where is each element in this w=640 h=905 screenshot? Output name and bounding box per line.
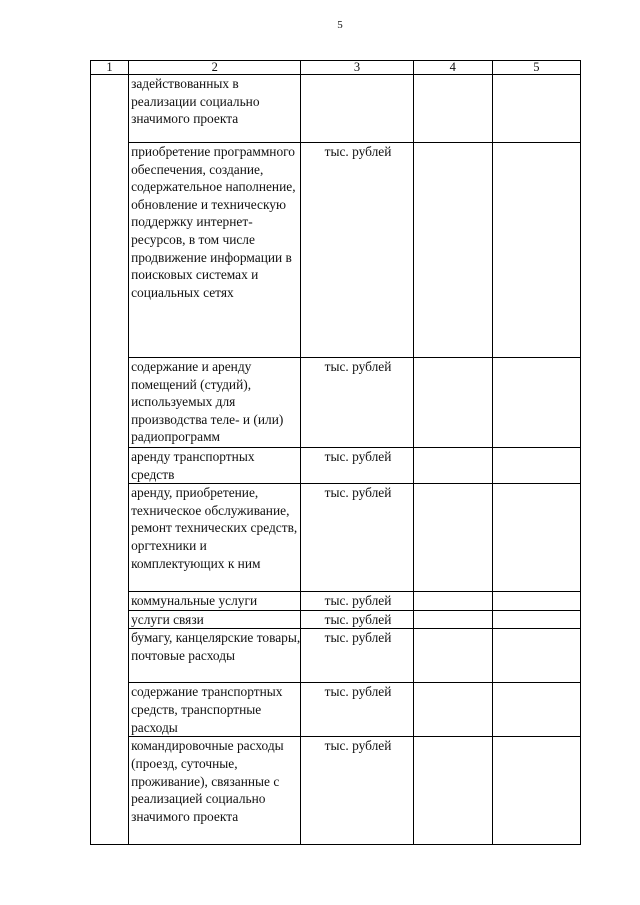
value-cell-4 [413,484,492,592]
unit-cell [301,75,413,143]
table-row [91,75,581,143]
expense-name-cell: коммунальные услуги [129,592,301,611]
page-number: 5 [337,19,343,31]
value-cell-5 [492,610,580,629]
value-cell-4 [413,358,492,448]
table-row [91,629,581,683]
expense-name-cell: приобретение программного обеспечения, создание, содержательное наполнение, обновление и техническую поддержку интернет-ресурсов, в том числе продвижение информации в поисковых системах и социальных сетях [129,143,301,358]
value-cell-4 [413,592,492,611]
unit-cell: тыс. рублей [301,737,413,845]
expense-name-cell: содержание и аренду помещений (студий), используемых для производства теле- и (или) радиопрограмм [129,358,301,448]
value-cell-5 [492,592,580,611]
value-cell-4 [413,610,492,629]
table-header-row [91,61,581,75]
expense-table [90,60,581,845]
unit-cell: тыс. рублей [301,610,413,629]
value-cell-4 [413,683,492,737]
unit-cell: тыс. рублей [301,592,413,611]
header-col-3: 3 [301,61,413,75]
table-row [91,737,581,845]
expense-name-cell: содержание транспортных средств, транспортные расходы [129,683,301,737]
table-row [91,143,581,358]
header-col-4: 4 [413,61,492,75]
value-cell-5 [492,75,580,143]
table-row [91,448,581,484]
header-col-5: 5 [492,61,580,75]
unit-cell: тыс. рублей [301,683,413,737]
expense-name-cell: задействованных в реализации социально значимого проекта [129,75,301,143]
table-row [91,484,581,592]
value-cell-5 [492,737,580,845]
value-cell-5 [492,143,580,358]
header-col-1: 1 [91,61,129,75]
value-cell-4 [413,75,492,143]
unit-cell: тыс. рублей [301,448,413,484]
unit-cell: тыс. рублей [301,484,413,592]
table-row [91,610,581,629]
expense-name-cell: бумагу, канцелярские товары, почтовые расходы [129,629,301,683]
value-cell-5 [492,484,580,592]
table-row [91,592,581,611]
header-col-2: 2 [129,61,301,75]
expense-name-cell: услуги связи [129,610,301,629]
unit-cell: тыс. рублей [301,629,413,683]
table-row [91,683,581,737]
row-number-cell [91,75,129,845]
value-cell-4 [413,143,492,358]
expense-name-cell: командировочные расходы (проезд, суточные, проживание), связанные с реализацией социально значимого проекта [129,737,301,845]
unit-cell: тыс. рублей [301,358,413,448]
value-cell-4 [413,448,492,484]
unit-cell: тыс. рублей [301,143,413,358]
value-cell-5 [492,358,580,448]
value-cell-4 [413,629,492,683]
value-cell-5 [492,629,580,683]
value-cell-5 [492,683,580,737]
value-cell-5 [492,448,580,484]
expense-name-cell: аренду, приобретение, техническое обслуживание, ремонт технических средств, оргтехники и комплектующих к ним [129,484,301,592]
value-cell-4 [413,737,492,845]
table-row [91,358,581,448]
expense-name-cell: аренду транспортных средств [129,448,301,484]
